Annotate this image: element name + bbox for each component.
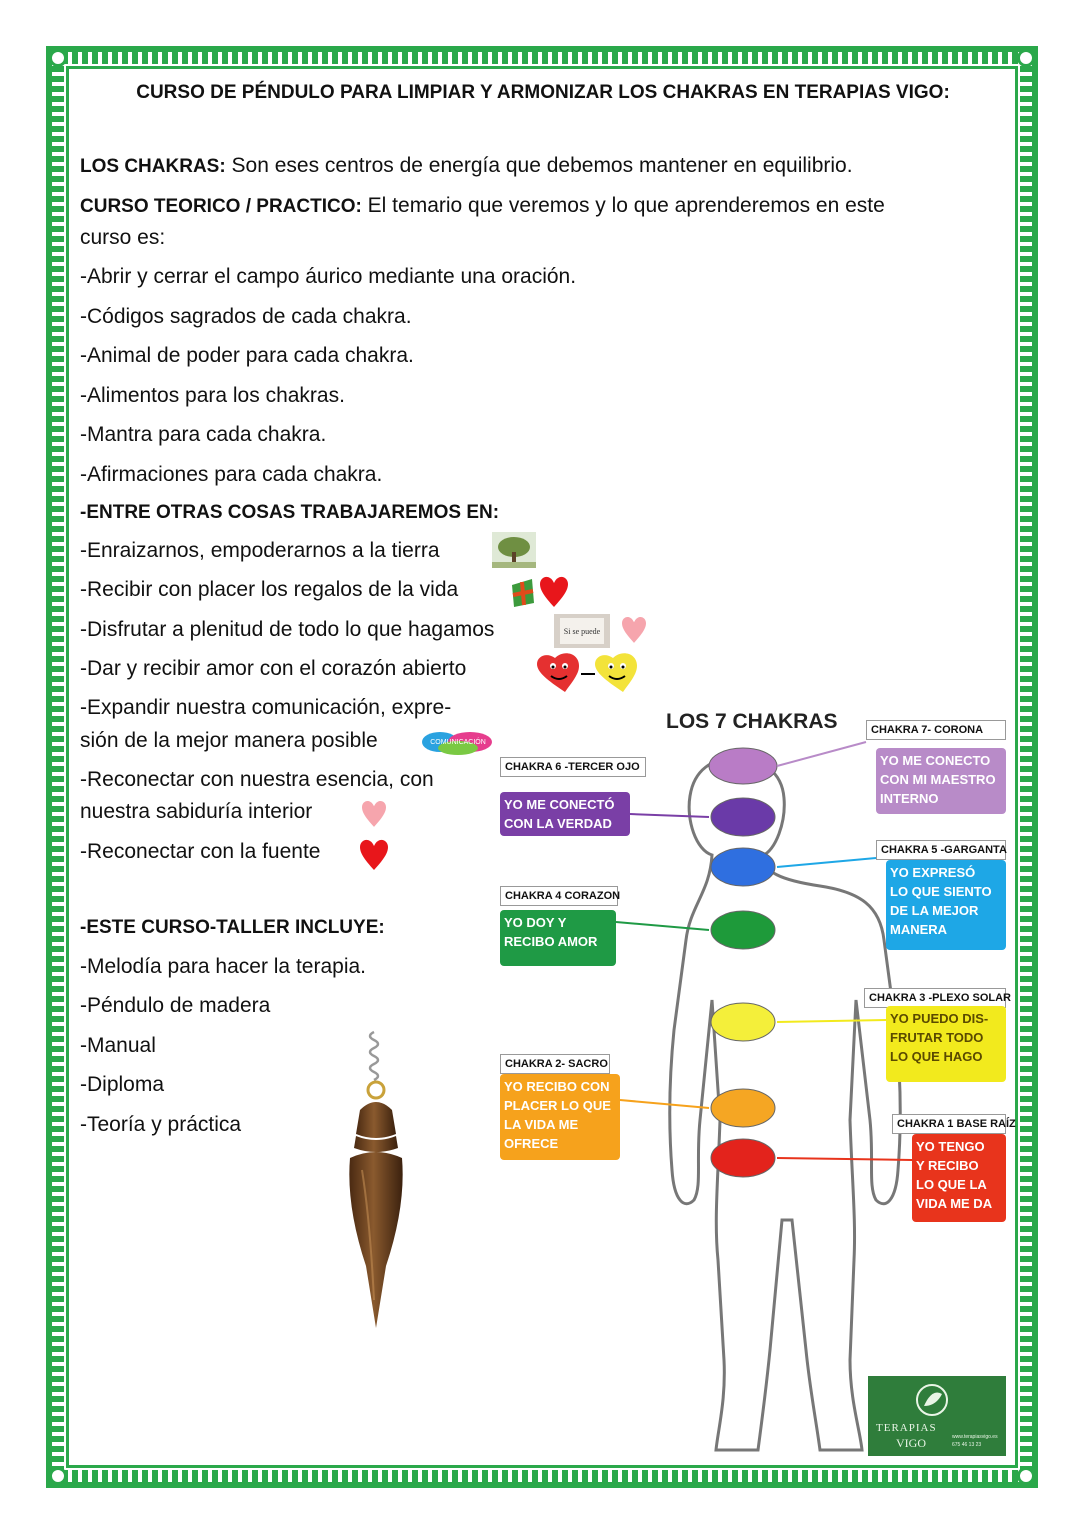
communication-bubbles-icon — [420, 730, 494, 756]
chakra-affirmation — [886, 860, 1006, 950]
affirmation-line: YO EXPRESÓ — [890, 865, 976, 880]
topic-item: -Mantra para cada chakra. — [80, 423, 327, 446]
affirmation-line: YO DOY Y — [504, 915, 567, 930]
affirmation-line: LO QUE SIENTO — [890, 884, 992, 899]
affirmation-line: CON MI MAESTRO — [880, 772, 996, 787]
includes-item: -Teoría y práctica — [80, 1113, 242, 1136]
chakra-affirmation — [912, 1134, 1006, 1222]
topic-item: -Abrir y cerrar el campo áurico mediante una oración. — [80, 265, 577, 288]
chakra-label: CHAKRA 5 -GARGANTA — [876, 840, 1006, 860]
chakra-affirmation — [500, 792, 630, 836]
work-item: -Expandir nuestra comunicación, expre- — [80, 696, 452, 719]
corner-ornament-bl — [49, 1467, 67, 1485]
chakra-circle — [711, 1003, 775, 1041]
affirmation-line: LA VIDA ME — [504, 1117, 579, 1132]
chakra-diagram — [500, 700, 1016, 1460]
work-item: -Enraizarnos, empoderarnos a la tierra — [80, 539, 440, 562]
gift-icon — [510, 577, 536, 607]
chakra-circle — [711, 848, 775, 886]
chakra-label: CHAKRA 6 -TERCER OJO — [500, 757, 646, 777]
work-item: sión de la mejor manera posible — [80, 729, 378, 752]
logo-name: TERAPIAS — [876, 1422, 937, 1434]
terapias-vigo-logo — [868, 1376, 1006, 1456]
affirmation-line: Y RECIBO — [916, 1158, 979, 1173]
chakra-circle — [711, 798, 775, 836]
chakra-arrow — [777, 1158, 912, 1160]
affirmation-line: LO QUE LA — [916, 1177, 987, 1192]
heart-icon — [360, 838, 388, 872]
logo-city: VIGO — [896, 1436, 926, 1450]
topic-item: -Animal de poder para cada chakra. — [80, 344, 414, 367]
chakra-label: CHAKRA 1 BASE RAÍZ — [892, 1114, 1006, 1134]
work-item: -Reconectar con la fuente — [80, 840, 321, 863]
page-title: CURSO DE PÉNDULO PARA LIMPIAR Y ARMONIZAR LOS CHAKRAS EN TERAPIAS VIGO: — [136, 82, 950, 103]
includes-item: -Manual — [80, 1034, 156, 1057]
chakra-arrow — [777, 742, 866, 766]
affirmation-line: INTERNO — [880, 791, 939, 806]
wooden-pendulum-image — [326, 1030, 426, 1332]
work-heading: -ENTRE OTRAS COSAS TRABAJAREMOS EN: — [80, 502, 500, 523]
chakras-text: Son eses centros de energía que debemos mantener en equilibrio. — [225, 154, 853, 177]
affirmation-line: RECIBO AMOR — [504, 934, 598, 949]
chakra-affirmation — [500, 910, 616, 966]
chakra-affirmation — [876, 748, 1006, 814]
chakra-affirmation — [886, 1006, 1006, 1082]
affirmation-line: YO RECIBO CON — [504, 1079, 610, 1094]
tree-icon — [492, 532, 536, 568]
svg-text:COMUNICACIÓN: COMUNICACIÓN — [430, 739, 486, 746]
chakra-circle — [711, 911, 775, 949]
logo-website: www.terapiasvigo.es — [952, 1434, 998, 1440]
chakra-arrow — [630, 814, 709, 817]
work-item: nuestra sabiduría interior — [80, 800, 313, 823]
affirmation-line: VIDA ME DA — [916, 1196, 993, 1211]
affirmation-line: LO QUE HAGO — [890, 1049, 983, 1064]
logo-phone: 675 46 13 23 — [952, 1442, 982, 1448]
chakra-label: CHAKRA 4 CORAZON — [500, 886, 618, 906]
course-intro — [80, 194, 885, 218]
chakras-intro — [80, 154, 853, 178]
affirmation-line: OFRECE — [504, 1136, 559, 1151]
chakras-label: LOS CHAKRAS: — [80, 156, 226, 177]
heart-icon — [622, 614, 646, 646]
course-intro-cont: curso es: — [80, 226, 166, 249]
chakra-label: CHAKRA 3 -PLEXO SOLAR — [864, 988, 1006, 1008]
affirmation-line: YO TENGO — [916, 1139, 985, 1154]
affirmation-line: YO PUEDO DIS- — [890, 1011, 989, 1026]
corner-ornament-br — [1017, 1467, 1035, 1485]
affirmation-line: PLACER LO QUE — [504, 1098, 611, 1113]
leaf-logo-icon — [912, 1380, 952, 1420]
chakra-circle — [711, 1089, 775, 1127]
work-item: -Reconectar con nuestra esencia, con — [80, 768, 434, 791]
topic-item: -Afirmaciones para cada chakra. — [80, 463, 383, 486]
topic-item: -Alimentos para los chakras. — [80, 384, 345, 407]
chakra-arrow — [620, 1100, 709, 1108]
affirmation-line: YO ME CONECTÓ — [504, 797, 615, 812]
affirmation-line: MANERA — [890, 922, 948, 937]
diagram-title: LOS 7 CHAKRAS — [666, 710, 838, 733]
heart-icon — [362, 798, 386, 830]
chakra-label: CHAKRA 7- CORONA — [866, 720, 1006, 740]
topic-item: -Códigos sagrados de cada chakra. — [80, 305, 412, 328]
affirmation-line: FRUTAR TODO — [890, 1030, 984, 1045]
includes-item: -Péndulo de madera — [80, 994, 271, 1017]
includes-item: -Diploma — [80, 1073, 165, 1096]
chakra-circle — [709, 748, 777, 784]
chakra-arrow — [777, 858, 876, 867]
chakra-circle — [711, 1139, 775, 1177]
includes-heading: -ESTE CURSO-TALLER INCLUYE: — [80, 917, 385, 938]
work-item: -Disfrutar a plenitud de todo lo que hagamos — [80, 618, 495, 641]
chakra-arrow — [616, 922, 709, 930]
affirmation-line: YO ME CONECTO — [880, 753, 991, 768]
course-text: El temario que veremos y lo que aprenderemos en este — [361, 194, 885, 217]
svg-text:Si se puede: Si se puede — [563, 627, 601, 636]
course-label: CURSO TEORICO / PRACTICO: — [80, 196, 362, 217]
hearts-couple-icon — [533, 652, 655, 694]
chakra-arrow — [777, 1020, 886, 1022]
corner-ornament-tl — [49, 49, 67, 67]
work-item: -Dar y recibir amor con el corazón abierto — [80, 657, 467, 680]
includes-item: -Melodía para hacer la terapia. — [80, 955, 366, 978]
chakra-affirmation — [500, 1074, 620, 1160]
si-se-puede-sign-icon — [554, 614, 610, 648]
affirmation-line: CON LA VERDAD — [504, 816, 612, 831]
corner-ornament-tr — [1017, 49, 1035, 67]
chakra-label: CHAKRA 2- SACRO — [500, 1054, 610, 1074]
heart-icon — [540, 576, 568, 608]
work-item: -Recibir con placer los regalos de la vida — [80, 578, 459, 601]
affirmation-line: DE LA MEJOR — [890, 903, 979, 918]
